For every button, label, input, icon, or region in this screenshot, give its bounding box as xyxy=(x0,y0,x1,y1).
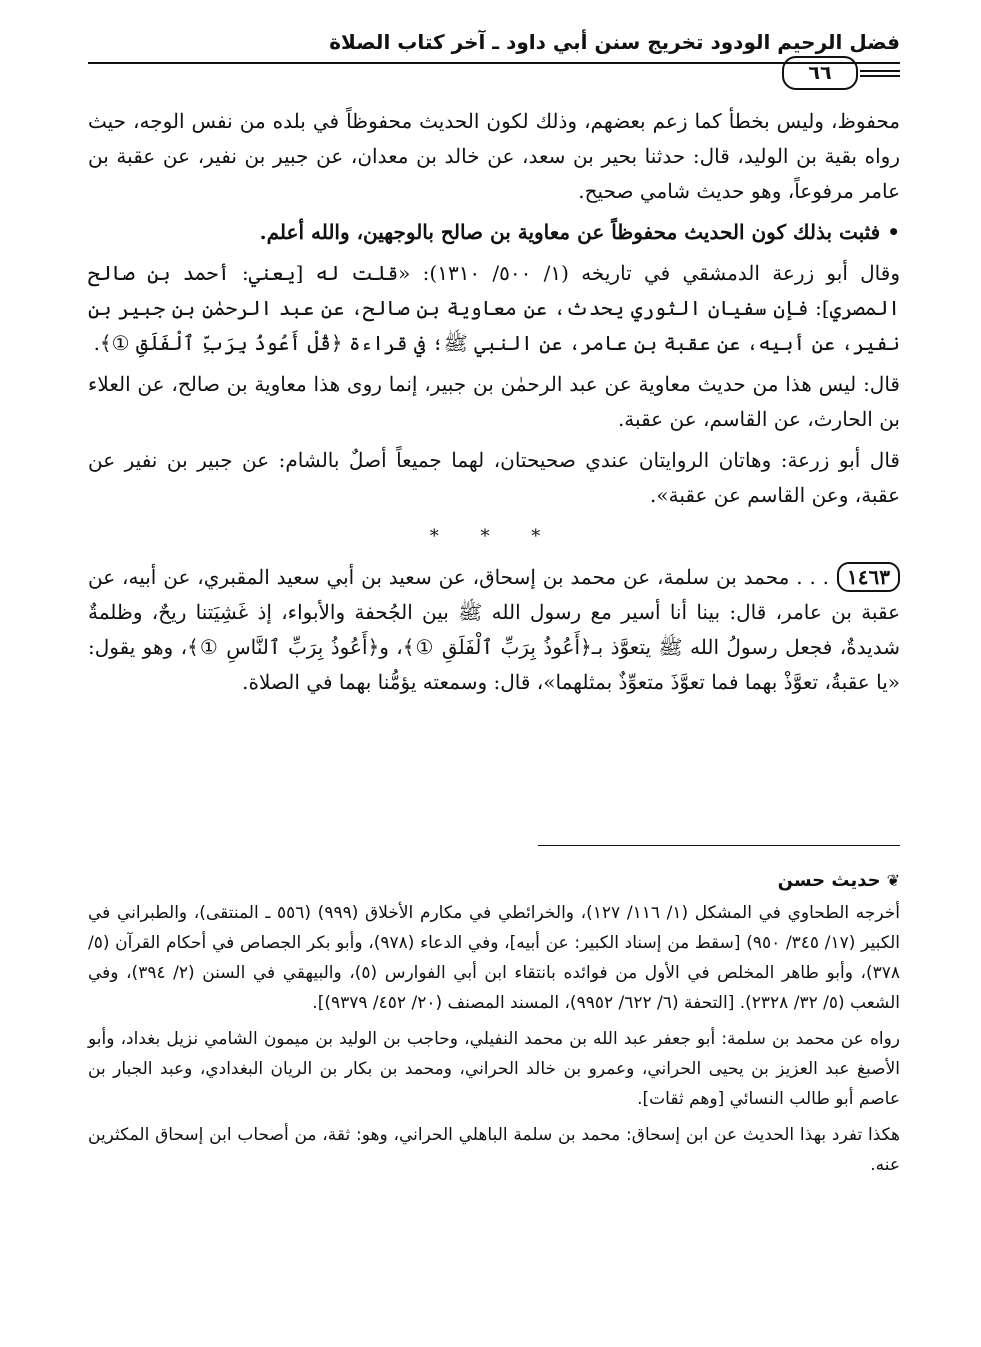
paragraph: قال: ليس هذا من حديث معاوية عن عبد الرحمٰن بن جبير، إنما روى هذا معاوية بن صالح، عن العلاء بن الحارث، عن القاسم، عن عقبة. xyxy=(88,372,900,431)
hadith-grade xyxy=(88,866,900,896)
page-number-ornament xyxy=(760,52,900,92)
grade-label: حديث حسن xyxy=(777,870,881,891)
commentary-paragraph: رواه عن محمد بن سلمة: أبو جعفر عبد الله بن محمد النفيلي، وحاجب بن الوليد بن ميمون الشامي نزيل بغداد، وأبو الأصبغ عبد العزيز بن يحيى الحراني، وعمرو بن خالد الحراني، ومحمد بن بكار بن الريان البغدادي، وعبد الجبار بن عاصم أبو طالب النسائي [وهم ثقات]. xyxy=(88,1029,900,1109)
ornament-rule-bottom xyxy=(860,75,900,77)
page-number: ٦٦ xyxy=(782,56,858,90)
commentary-paragraph: هكذا تفرد بهذا الحديث عن ابن إسحاق: محمد بن سلمة الباهلي الحراني، وهو: ثقة، من أصحاب ابن إسحاق المكثرين عنه. xyxy=(88,1125,900,1175)
paragraph: محفوظ، وليس بخطأ كما زعم بعضهم، وذلك لكون الحديث محفوظاً في بلده من نفس الوجه، حيث رواه بقية بن الوليد، قال: حدثنا بحير بن سعد، عن خالد بن معدان، عن جبير بن نفير، عن عقبة بن عامر مرفوعاً، وهو حديث شامي صحيح. xyxy=(88,109,900,203)
hadith-text: . . . محمد بن سلمة، عن محمد بن إسحاق، عن سعيد بن أبي سعيد المقبري، عن أبيه، عن عقبة بن عامر، قال: بينا أنا أسير مع رسول الله ﷺ بين الجُحفة والأبواء، إذ غَشِيَتنا ريحٌ، وظلمةٌ شديدةٌ، فجعل رسولُ الله ﷺ يتعوَّذ بـ﴿أَعُوذُ بِرَبِّ ٱلْفَلَقِ ①﴾، و﴿أَعُوذُ بِرَبِّ ٱلنَّاسِ ①﴾، وهو يقول: «يا عقبةُ، تعوَّذْ بهما فما تعوَّذَ متعوِّذٌ بمثلهما»، قال: وسمعته يؤمُّنا بهما في الصلاة. xyxy=(88,565,900,694)
footnote-rule xyxy=(538,845,900,846)
main-text xyxy=(88,104,900,706)
commentary-section xyxy=(88,866,900,1186)
paragraph-conclusion: • فثبت بذلك كون الحديث محفوظاً عن معاوية بن صالح بالوجهين، والله أعلم. xyxy=(259,220,900,244)
paragraph: قال أبو زرعة: وهاتان الروايتان عندي صحيحتان، لهما جميعاً أصلٌ بالشام: عن جبير بن نفير عن عقبة، وعن القاسم عن عقبة». xyxy=(88,448,900,507)
hadith-paragraph xyxy=(88,560,900,700)
ornament-rule-top xyxy=(860,70,900,72)
hadith-number-badge: ١٤٦٣ xyxy=(837,562,900,592)
section-separator: * * * xyxy=(429,526,559,547)
commentary-paragraph: أخرجه الطحاوي في المشكل (١/ ١١٦/ ١٢٧)، والخرائطي في مكارم الأخلاق (٩٩٩) (٥٥٦ ـ المنتقى)، والطبراني في الكبير (١٧/ ٣٤٥/ ٩٥٠) [سقط من إسناد الكبير: عن أبيه]، وفي الدعاء (٩٧٨)، وأبو بكر الجصاص في أحكام القرآن (٥/ ٣٧٨)، وأبو طاهر المخلص في الأول من فوائده بانتقاء ابن أبي الفوارس (٥)، والبيهقي في السنن (٢/ ٣٩٤)، وفي الشعب (٥/ ٣٢/ ٢٣٢٨). [التحفة (٦/ ٦٢٢/ ٩٩٥٢)، المسند المصنف (٢٠/ ٤٥٢/ ٩٣٧٩)]. xyxy=(88,903,901,1013)
leaf-icon: ❦ xyxy=(886,871,900,890)
header-title: فضل الرحيم الودود تخريج سنن أبي داود ـ آخر كتاب الصلاة xyxy=(329,30,900,54)
paragraph: وقال أبو زرعة الدمشقي في تاريخه (١/ ٥٠٠/ ١٣١٠): «قلت له [يعني: أحمد بن صالح المصري]: فإن سفيان الثوري يحدث، عن معاوية بن صالح، عن عبد الرحمٰن بن جبير بن نفير، عن أبيه، عن عقبة بن عامر، عن النبي ﷺ؛ في قراءة ﴿قُلْ أَعُوذُ بِرَبِّ ٱلْفَلَقِ ①﴾. xyxy=(88,261,900,355)
